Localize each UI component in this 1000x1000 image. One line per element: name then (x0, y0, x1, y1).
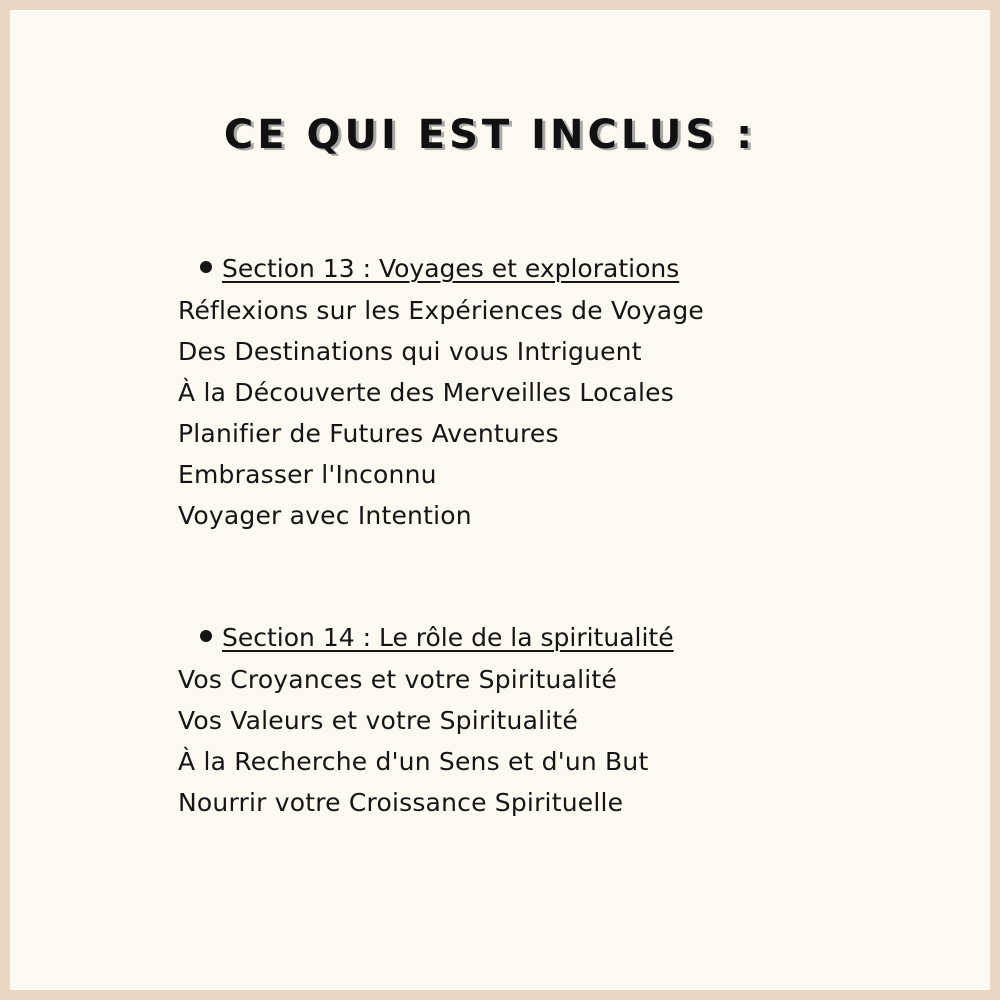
list-item: Vos Valeurs et votre Spiritualité (178, 706, 578, 735)
page-title: CE QUI EST INCLUS : (223, 112, 757, 158)
section-14 (178, 617, 858, 823)
section-heading: Section 14 : Le rôle de la spiritualité (222, 623, 674, 652)
list-item: Vos Croyances et votre Spiritualité (178, 665, 617, 694)
section-item-list (178, 659, 858, 823)
list-item: À la Découverte des Merveilles Locales (178, 378, 674, 407)
list-item: Planifier de Futures Aventures (178, 419, 559, 448)
bullet-icon (200, 630, 212, 642)
list-item: À la Recherche d'un Sens et d'un But (178, 747, 649, 776)
list-item: Embrasser l'Inconnu (178, 460, 437, 489)
list-item: Nourrir votre Croissance Spirituelle (178, 788, 624, 817)
section-item-list (178, 290, 858, 536)
list-item: Voyager avec Intention (178, 501, 472, 530)
section-13 (178, 248, 858, 536)
section-heading-row (178, 248, 858, 290)
section-heading: Section 13 : Voyages et explorations (222, 254, 680, 283)
list-item: Réflexions sur les Expériences de Voyage (178, 296, 704, 325)
bullet-icon (200, 261, 212, 273)
section-heading-row (178, 617, 858, 659)
list-item: Des Destinations qui vous Intriguent (178, 337, 642, 366)
